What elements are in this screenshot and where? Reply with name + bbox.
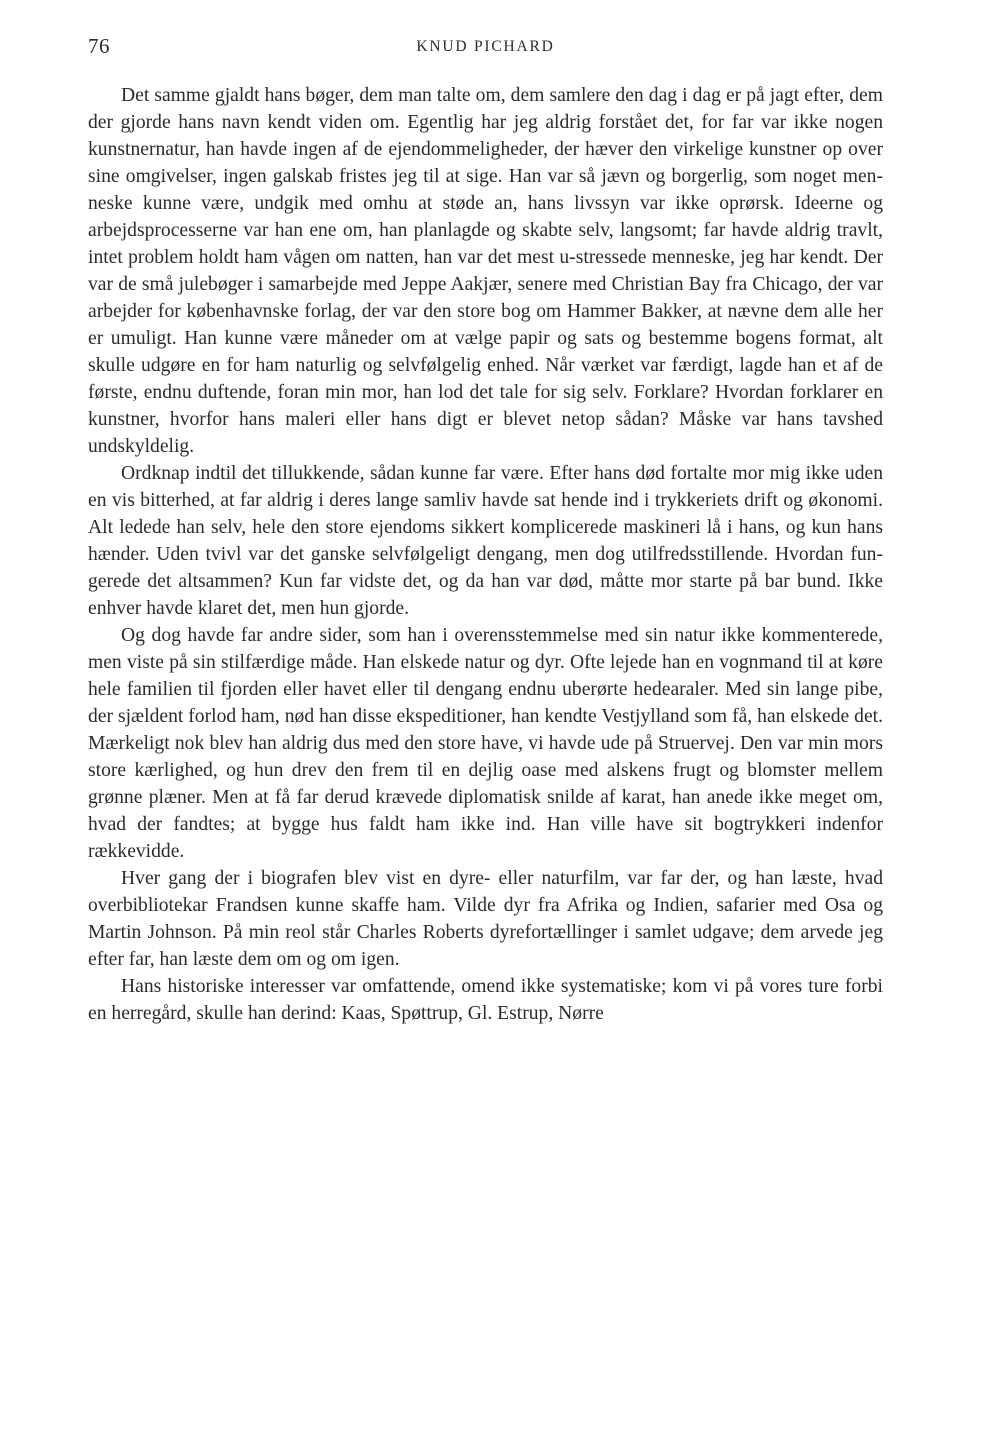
paragraph: Hver gang der i biografen blev vist en dyre- eller naturfilm, var far der, og han læste, hvad overbibliotekar Frandsen kunne skaffe ham. Vilde dyr fra Afrika og Indien, safarier med Osa og Martin Johnson. På min reol står Charles Roberts dyrefortællinger i samlet udgave; dem arvede jeg efter far, han læste dem om og om igen.	[88, 868, 883, 970]
body-text	[88, 82, 883, 1027]
paragraph: Det samme gjaldt hans bøger, dem man talte om, dem samlere den dag i dag er på jagt efter, dem der gjorde hans navn kendt viden om. Egentlig har jeg aldrig forstået det, for far var ikke nogen kunstnernatur, han havde ingen af de ejendommeligheder, der hæver den virkelige kunstner op over sine omgivelser, ingen galskab fristes jeg til at sige. Han var så jævn og borgerlig, som noget menneske kunne være, undgik med omhu at støde an, hans livssyn var ikke oprørsk. Ideerne og arbejdsprocesserne var han ene om, han planlagde og skabte selv, langsomt; far havde aldrig travlt, intet problem holdt ham vågen om natten, han var det mest u-stressede menneske, jeg har kendt. Der var de små julebøger i samarbejde med Jeppe Aakjær, senere med Christian Bay fra Chicago, der var arbejder for københavnske forlag, der var den store bog om Hammer Bakker, at nævne dem alle her er umuligt. Han kunne være måneder om at vælge papir og sats og bestemme bogens format, alt skulle udgøre en for ham naturlig og selvfølgelig enhed. Når værket var færdigt, lagde han et af de første, endnu duftende, foran min mor, han lod det tale for sig selv. Forklare? Hvordan forklarer en kunstner, hvorfor hans maleri eller hans digt er blevet netop sådan? Måske var hans tavshed undskyldelig.	[88, 85, 883, 457]
paragraph: Og dog havde far andre sider, som han i overensstemmelse med sin natur ikke kommenterede, men viste på sin stilfærdige måde. Han elskede natur og dyr. Ofte lejede han en vognmand til at køre hele familien til fjorden eller havet eller til dengang endnu uberørte hedearaler. Med sin lange pibe, der sjældent forlod ham, nød han disse ekspeditioner, han kendte Vestjylland som få, han elskede det. Mærkeligt nok blev han aldrig dus med den store have, vi havde ude på Struervej. Den var min mors store kærlighed, og hun drev den frem til en dejlig oase med alskens frugt og blomster mellem grønne plæner. Men at få far derud krævede diplomatisk snilde af karat, han anede ikke meget om, hvad der fandtes; at bygge hus faldt ham ikke ind. Han ville have sit bogtrykkeri indenfor rækkevidde.	[88, 625, 883, 862]
page-header	[88, 34, 883, 74]
paragraph: Hans historiske interesser var omfattende, omend ikke systematiske; kom vi på vores ture forbi en herregård, skulle han derind: Kaas, Spøttrup, Gl. Estrup, Nørre	[88, 976, 883, 1024]
page-number: 76	[88, 34, 110, 58]
running-head: KNUD PICHARD	[416, 38, 555, 55]
book-page	[88, 34, 883, 1027]
paragraph: Ordknap indtil det tillukkende, sådan kunne far være. Efter hans død fortalte mor mig ikke uden en vis bitterhed, at far aldrig i deres lange samliv havde sat hende ind i trykkeriets drift og økonomi. Alt ledede han selv, hele den store ejendoms sikkert komplicerede maskineri lå i hans, og kun hans hænder. Uden tvivl var det ganske selvfølgeligt dengang, men dog utilfredsstillende. Hvordan fungerede det altsammen? Kun far vidste det, og da han var død, måtte mor starte på bar bund. Ikke enhver havde klaret det, men hun gjorde.	[88, 463, 883, 619]
